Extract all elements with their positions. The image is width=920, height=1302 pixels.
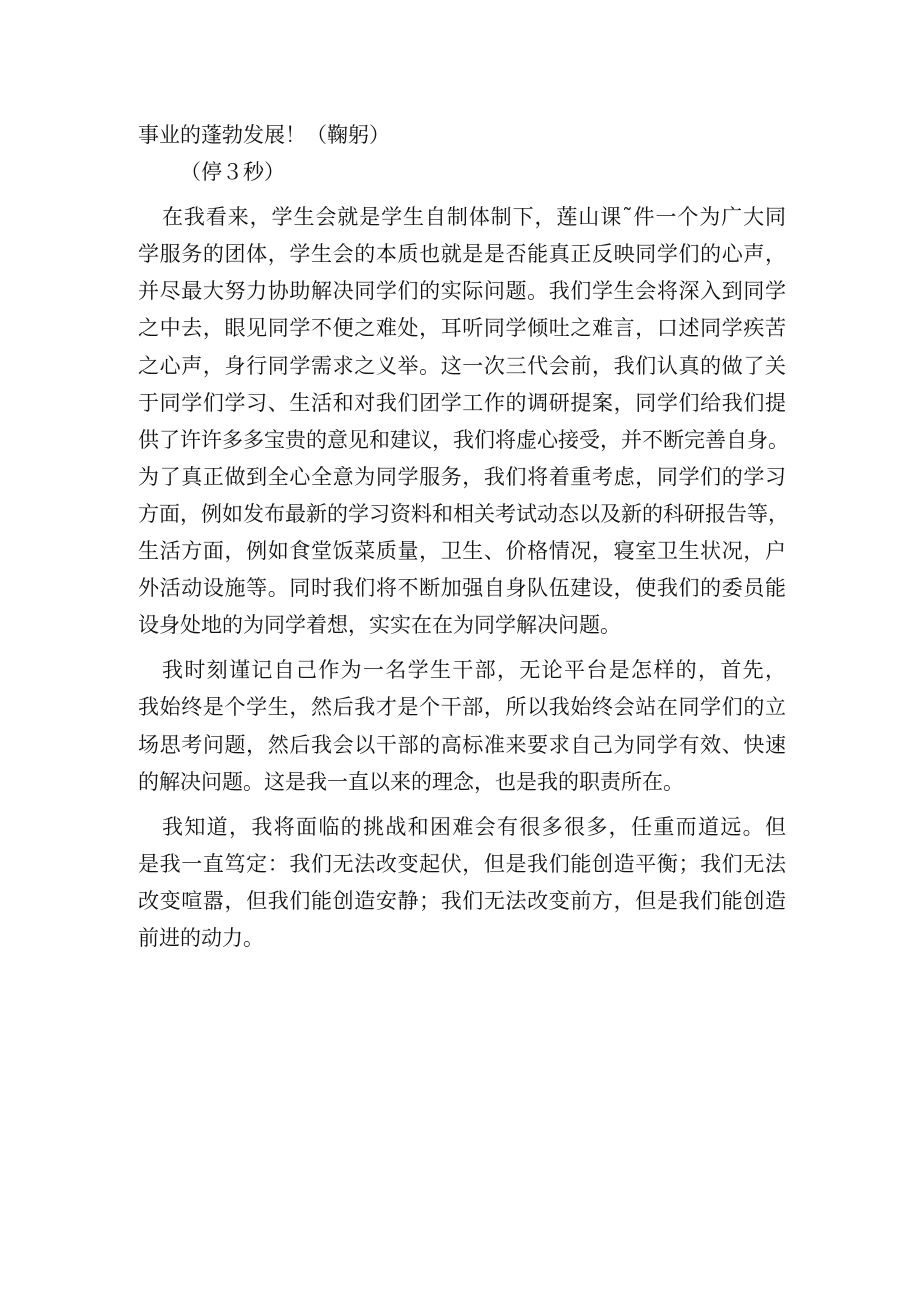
text-line: 我知道，我将面临的挑战和困难会有很多很多，任重而道远。但 (162, 814, 786, 839)
text-line: 为了真正做到全心全意为同学服务，我们将着重考虑，同学们的学习 (138, 464, 786, 489)
text-line: 在我看来，学生会就是学生自制体制下，莲山课˜件一个为广大同 (162, 205, 786, 230)
text-line: 生活方面，例如食堂饭菜质量，卫生、价格情况，寝室卫生状况，户 (138, 539, 786, 564)
text-line: 外活动设施等。同时我们将不断加强自身队伍建设，使我们的委员能 (138, 576, 786, 601)
text-line: 于同学们学习、生活和对我们团学工作的调研提案，同学们给我们提 (138, 390, 786, 415)
text-line: 改变喧嚣，但我们能创造安静；我们无法改变前方，但是我们能创造 (138, 888, 786, 913)
text-line: 之心声，身行同学需求之义举。这一次三代会前，我们认真的做了关 (138, 353, 786, 378)
text-line: 我时刻谨记自己作为一名学生干部，无论平台是怎样的，首先， (162, 658, 786, 683)
pause-note: （停３秒） (180, 160, 285, 185)
text-line: 方面，例如发布最新的学习资料和相关考试动态以及新的科研报告等， (138, 501, 789, 526)
text-line: 我始终是个学生，然后我才是个干部，所以我始终会站在同学们的立 (138, 695, 786, 720)
text-line: 之中去，眼见同学不便之难处，耳听同学倾吐之难言，口述同学疾苦 (138, 316, 786, 341)
text-line: 学服务的团体，学生会的本质也就是是否能真正反映同学们的心声， (138, 242, 786, 267)
text-line: 是我一直笃定：我们无法改变起伏，但是我们能创造平衡；我们无法 (138, 851, 786, 876)
text-line: 并尽最大努力协助解决同学们的实际问题。我们学生会将深入到同学 (138, 279, 786, 304)
text-line: 场思考问题，然后我会以干部的高标准来要求自己为同学有效、快速 (138, 732, 786, 757)
document-body (138, 117, 789, 957)
text-line: 设身处地的为同学着想，实实在在为同学解决问题。 (138, 613, 621, 638)
text-line: 的解决问题。这是我一直以来的理念，也是我的职责所在。 (138, 769, 684, 794)
text-line: 供了许许多多宝贵的意见和建议，我们将虚心接受，并不断完善自身。 (138, 427, 789, 452)
text-line: 前进的动力。 (138, 925, 264, 950)
text-line: 事业的蓬勃发展！（鞠躬） (138, 123, 390, 147)
